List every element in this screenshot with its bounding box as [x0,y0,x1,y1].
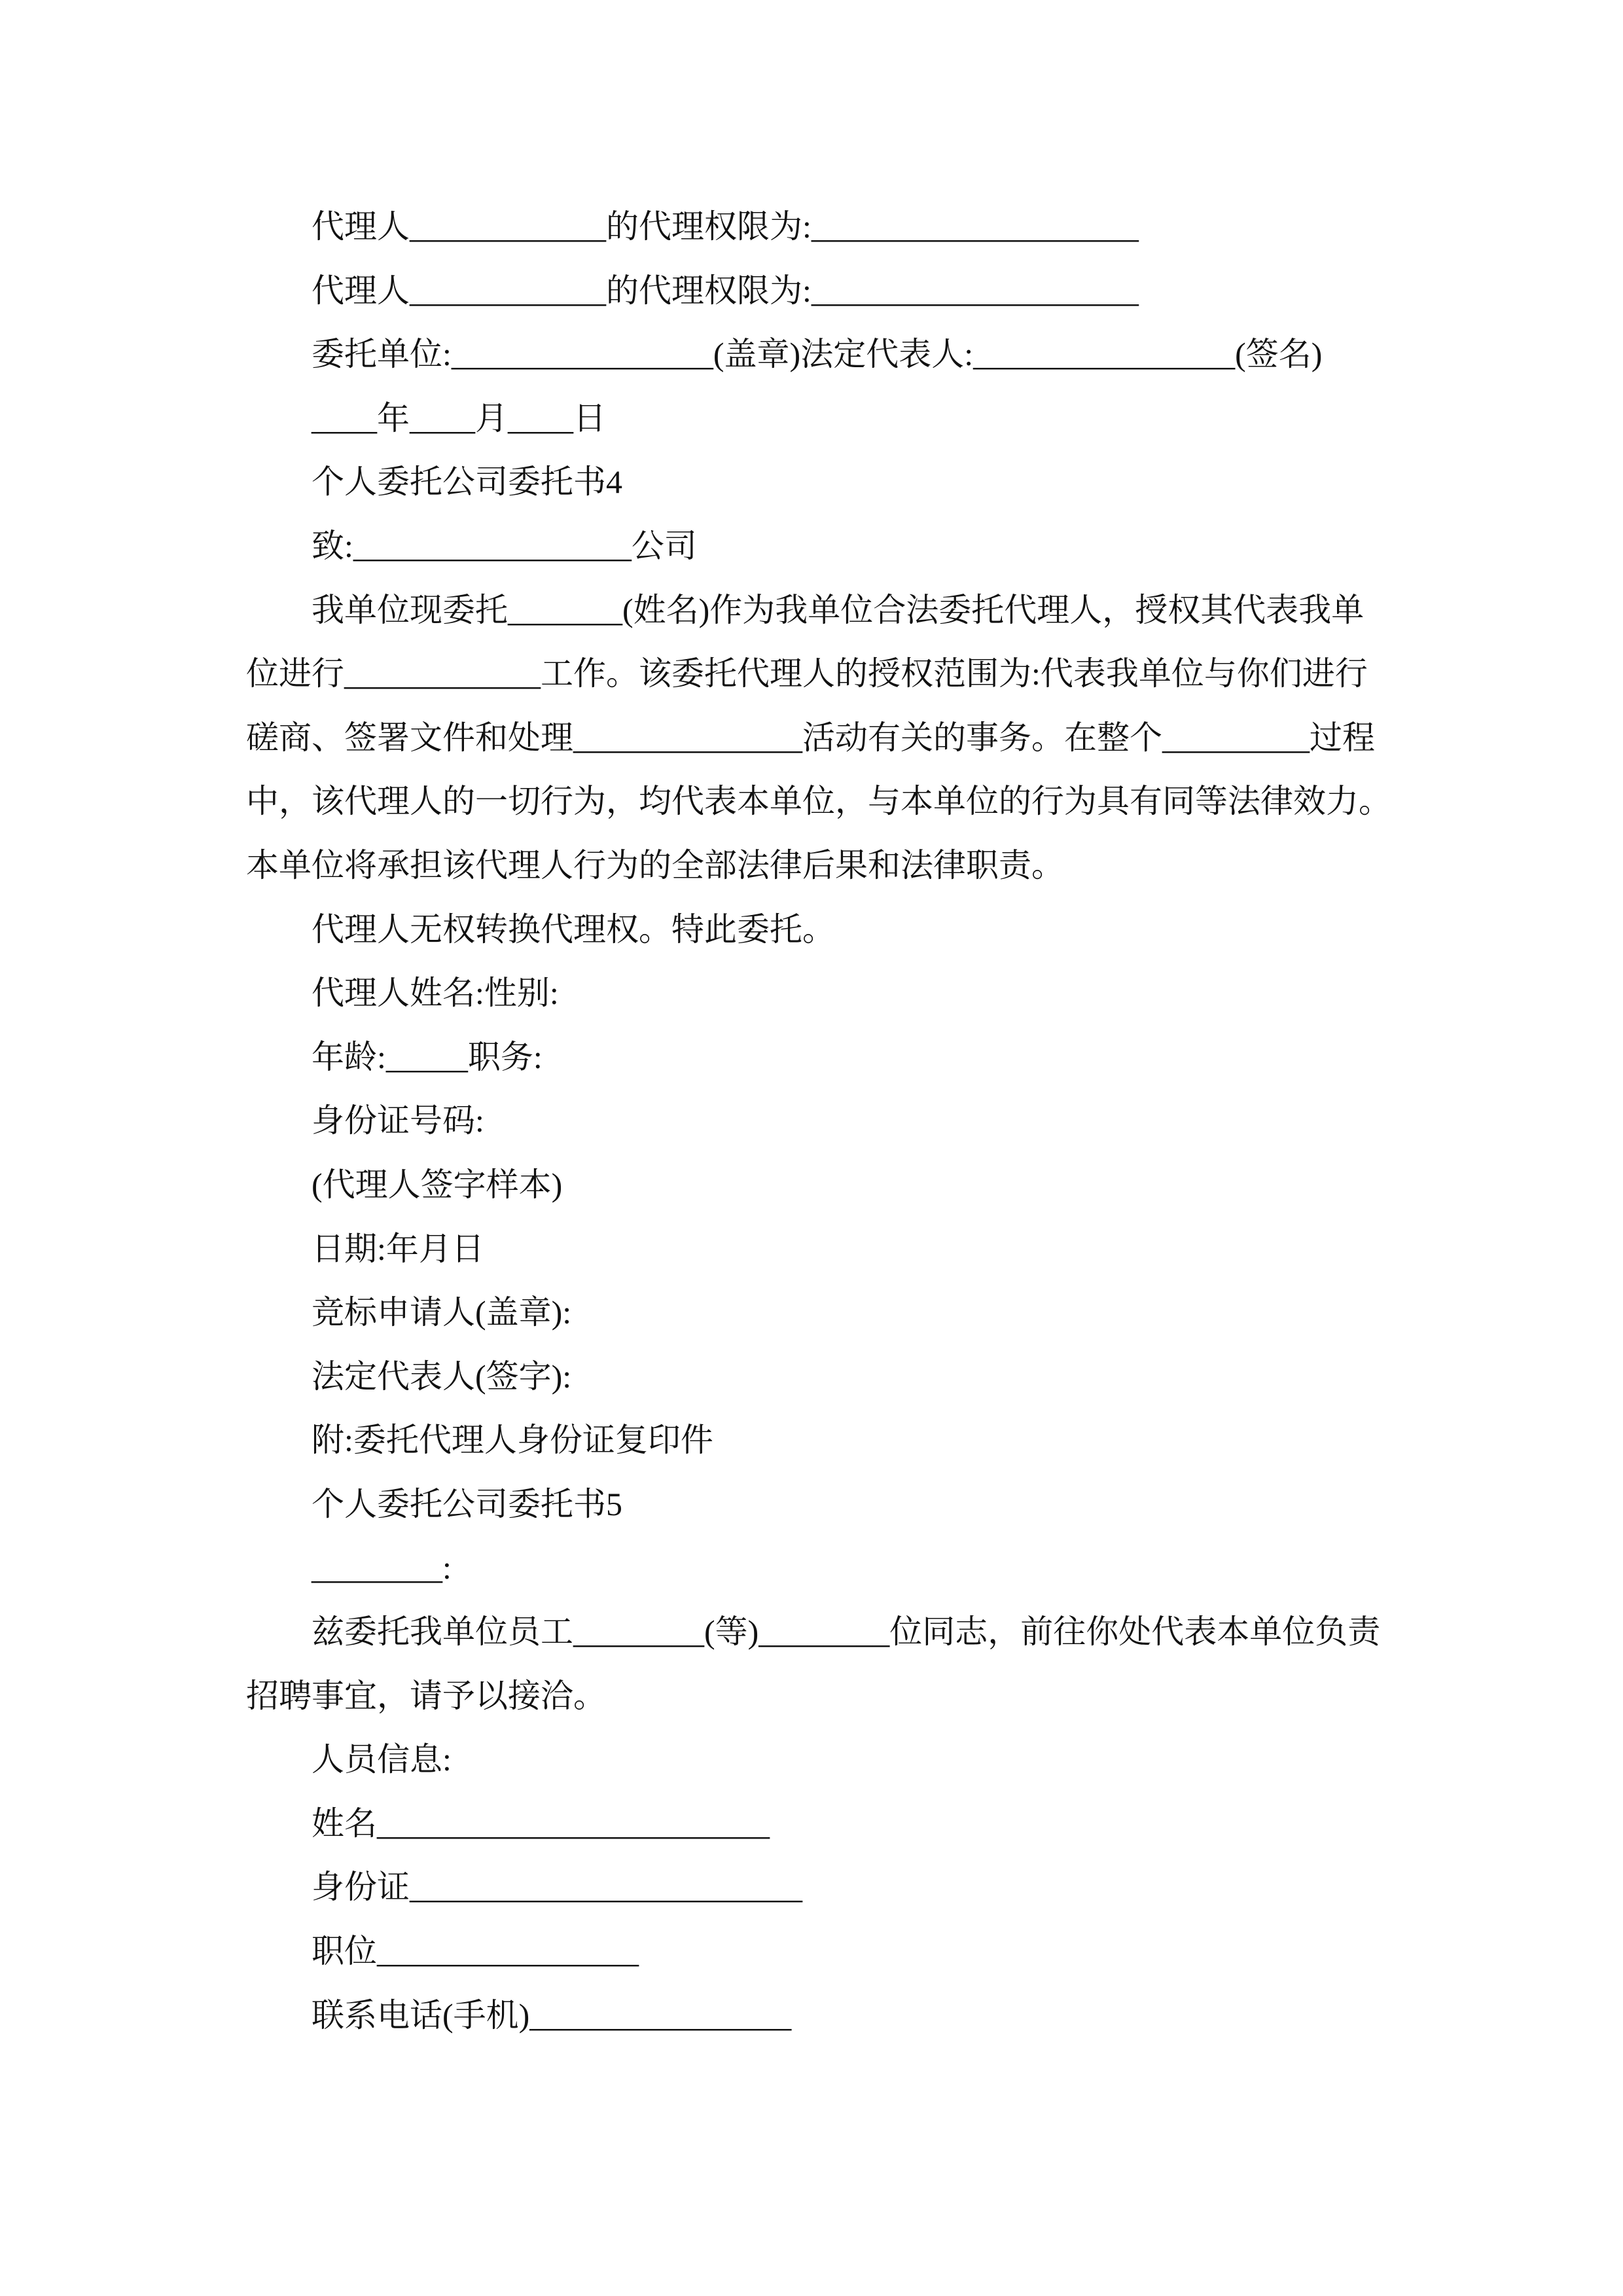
authorization-body-line: 中，该代理人的一切行为，均代表本单位，与本单位的行为具有同等法律效力。 [246,783,1391,820]
authorization-body-line: 本单位将承担该代理人行为的全部法律后果和法律职责。 [246,846,1064,884]
personnel-info-heading: 人员信息: [312,1741,452,1778]
principal-signature-line: 委托单位:________________(盖章)法定代表人:________________(签名) [312,336,1323,373]
agent-authority-line: 代理人____________的代理权限为:____________________ [312,272,1139,309]
name-field: 姓名________________________ [312,1804,770,1842]
attachment-note: 附:委托代理人身份证复印件 [312,1422,713,1459]
date-line: ____年____月____日 [312,399,606,437]
authorization-body-line: 磋商、签署文件和处理______________活动有关的事务。在整个_________过程 [246,719,1375,756]
authorization-body-line: 我单位现委托_______(姓名)作为我单位合法委托代理人，授权其代表我单 [312,591,1364,628]
section-4 [246,450,1424,1473]
bidder-seal-field: 竞标申请人(盖章): [312,1294,572,1331]
addressee-line: 致:_________________公司 [312,527,697,564]
position-field: 职位________________ [312,1933,639,1970]
section-5 [246,1473,1424,2047]
phone-field: 联系电话(手机)________________ [312,1996,792,2034]
id-card-field: 身份证________________________ [312,1869,802,1906]
agent-name-gender-field: 代理人姓名:性别: [312,975,559,1012]
agent-signature-sample: (代理人签字样本) [312,1166,563,1203]
recipient-line: ________: [312,1549,452,1587]
id-number-field: 身份证号码: [312,1102,484,1139]
authorization-paragraph [246,579,1424,898]
authorization-body-line: 位进行____________工作。该委托代理人的授权范围为:代表我单位与你们进行 [246,655,1368,692]
delegation-paragraph [246,1600,1424,1728]
legal-rep-signature-field: 法定代表人(签字): [312,1357,572,1395]
document-body [246,195,1424,2047]
section-5-title: 个人委托公司委托书5 [312,1485,622,1522]
agent-authority-line: 代理人____________的代理权限为:____________________ [312,208,1139,245]
no-transfer-statement: 代理人无权转换代理权。特此委托。 [312,910,835,948]
section-4-title: 个人委托公司委托书4 [312,463,622,501]
age-position-field: 年龄:_____职务: [312,1038,543,1075]
delegation-body-line: 招聘事宜，请予以接洽。 [246,1677,606,1714]
previous-section-tail [246,195,1424,450]
delegation-body-line: 兹委托我单位员工________(等)________位同志，前往你处代表本单位负责 [312,1613,1381,1651]
date-field: 日期:年月日 [312,1230,484,1267]
